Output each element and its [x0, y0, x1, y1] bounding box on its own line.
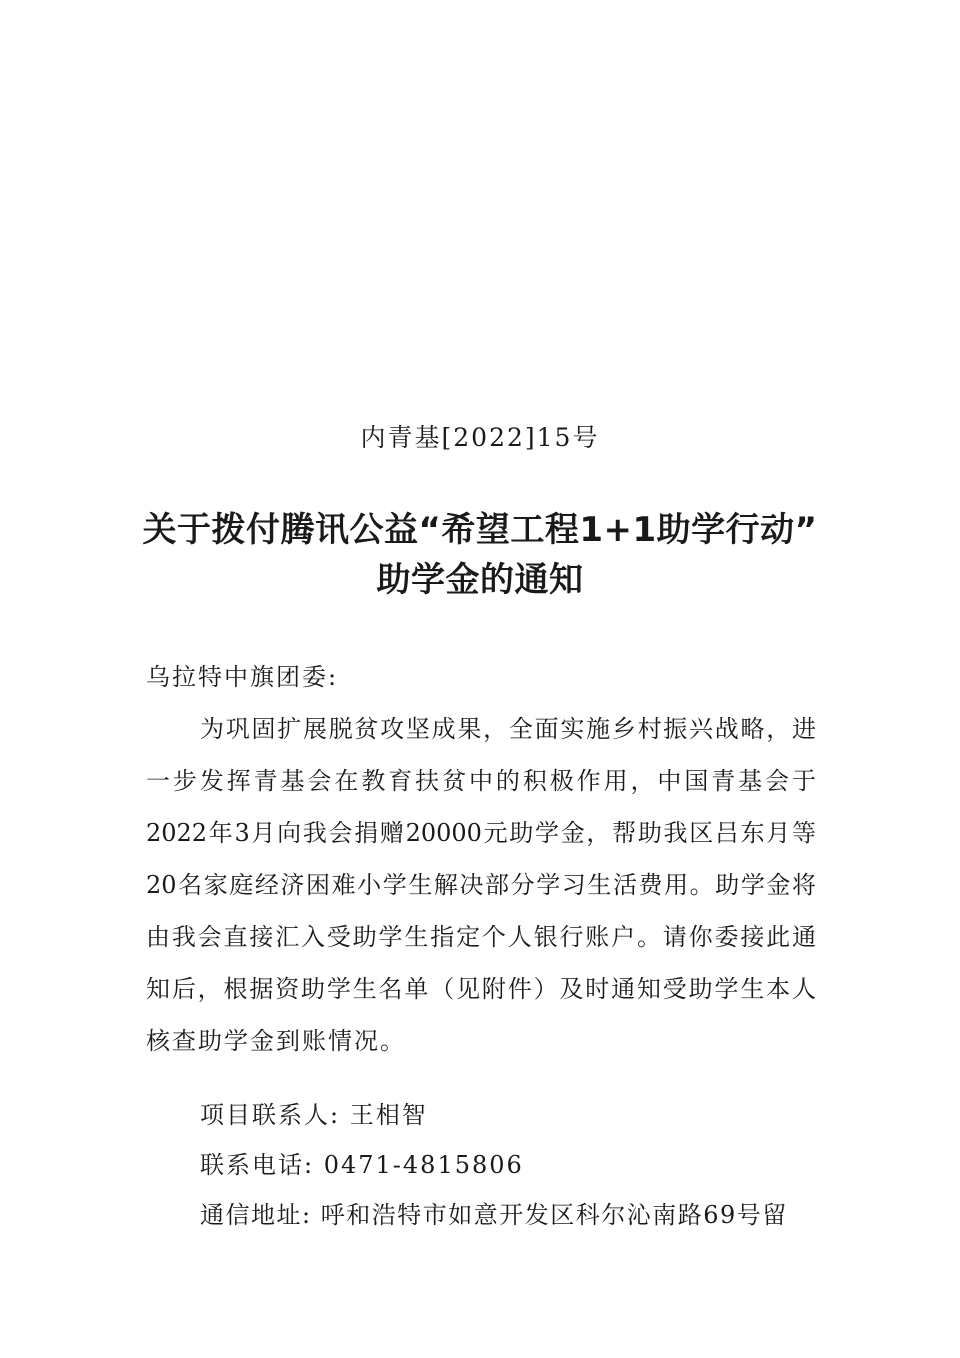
- recipient-line: 乌拉特中旗团委:: [146, 663, 339, 691]
- document-number: 内青基[2022]15号: [360, 423, 600, 452]
- body-paragraph-line: 知后，根据资助学生名单（见附件）及时通知受助学生本人: [146, 975, 816, 1003]
- contact-person: 项目联系人: 王相智: [200, 1101, 428, 1129]
- contact-phone: 联系电话: 0471-4815806: [200, 1151, 524, 1179]
- title-line-2: 助学金的通知: [376, 560, 584, 600]
- title-line-1: 关于拨付腾讯公益“希望工程1+1助学行动”: [142, 510, 818, 550]
- body-paragraph-line: 20名家庭经济困难小学生解决部分学习生活费用。助学金将: [146, 871, 816, 899]
- body-paragraph-line: 一步发挥青基会在教育扶贫中的积极作用，中国青基会于: [146, 767, 816, 795]
- body-paragraph-line: 由我会直接汇入受助学生指定个人银行账户。请你委接此通: [146, 923, 816, 951]
- body-paragraph-line: 核查助学金到账情况。: [146, 1027, 406, 1055]
- body-paragraph-line: 2022年3月向我会捐赠20000元助学金，帮助我区吕东月等: [146, 819, 816, 847]
- contact-address: 通信地址: 呼和浩特市如意开发区科尔沁南路69号留: [200, 1201, 788, 1229]
- body-paragraph-line: 为巩固扩展脱贫攻坚成果，全面实施乡村振兴战略，进: [200, 715, 816, 743]
- document-title: [60, 505, 900, 605]
